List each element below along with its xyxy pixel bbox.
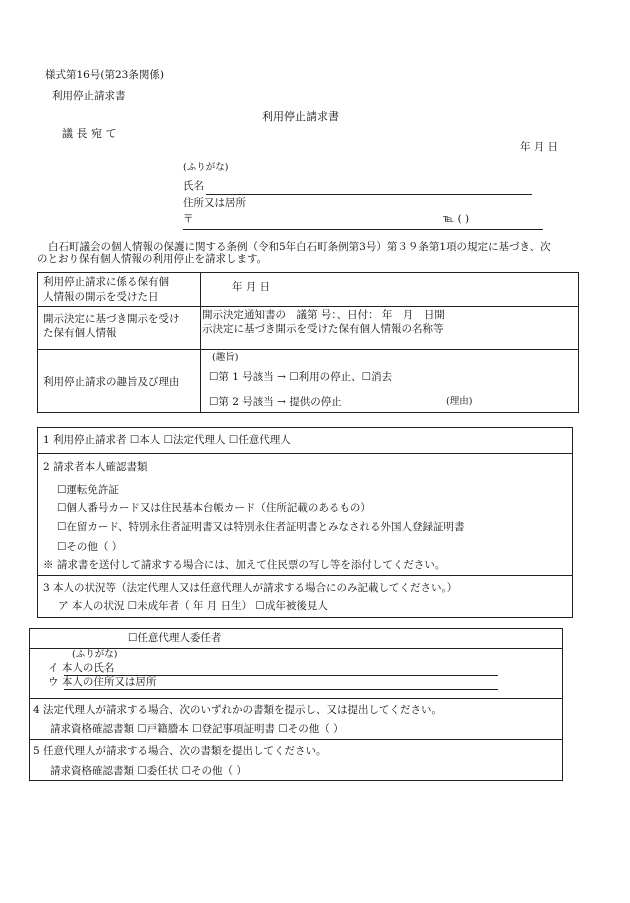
- legal-agent-documents[interactable]: 請求資格確認書類 ☐戸籍謄本 ☐登記事項証明書 ☐その他（ ）: [50, 723, 344, 735]
- requester-type-line[interactable]: 1 利用停止請求者 ☐本人 ☐法定代理人 ☐任意代理人: [43, 434, 291, 446]
- legal-agent-heading: 4 法定代理人が請求する場合、次のいずれかの書類を提示し、又は提出してください。: [33, 704, 443, 716]
- id-doc-other[interactable]: ☐その他（ ）: [57, 541, 123, 553]
- principal-name-label: イ 本人の氏名: [48, 662, 115, 674]
- disclosure-date-field[interactable]: 年 月 日: [232, 281, 271, 293]
- table-row-divider-2: [37, 349, 579, 350]
- intro-line-2: のとおり保有個人情報の利用停止を請求します。: [37, 253, 268, 265]
- delegate-checkbox[interactable]: ☐任意代理人委任者: [128, 632, 222, 644]
- form-title: 利用停止請求書: [262, 110, 339, 123]
- agent-divider-2: [29, 698, 563, 699]
- voluntary-agent-heading: 5 任意代理人が請求する場合、次の書類を提出してください。: [33, 745, 327, 757]
- postal-mark: 〒: [183, 213, 194, 225]
- purpose-option-2[interactable]: ☐第 2 号該当 → 提供の停止: [209, 396, 342, 408]
- form-number: 様式第16号(第23条関係): [45, 69, 164, 81]
- principal-address-field[interactable]: [64, 689, 498, 690]
- applicant-address-label: 住所又は居所: [183, 197, 246, 209]
- row2-label-2: た保有個人情報: [43, 327, 117, 339]
- tel-label: ℡ ( ): [443, 213, 470, 225]
- voluntary-agent-documents[interactable]: 請求資格確認書類 ☐委任状 ☐その他（ ）: [50, 765, 247, 777]
- principal-address-label: ウ 本人の住所又は居所: [48, 676, 157, 688]
- form-name-small: 利用停止請求書: [52, 90, 126, 102]
- id-documents-heading: 2 請求者本人確認書類: [43, 461, 148, 473]
- table-row-divider-1: [37, 306, 579, 307]
- row2-value-2: 示決定に基づき開示を受けた保有個人情報の名称等: [202, 323, 444, 335]
- row1-label-1: 利用停止請求に係る保有個: [43, 276, 169, 288]
- applicant-name-label: 氏名: [183, 180, 204, 192]
- principal-furigana-label: (ふりがな): [72, 649, 118, 660]
- row3-label: 利用停止請求の趣旨及び理由: [43, 376, 180, 388]
- section-divider-2: [37, 575, 573, 576]
- id-doc-mynumber-card[interactable]: ☐個人番号カード又は住民基本台帳カード（住所記載のあるもの）: [57, 502, 371, 514]
- purpose-heading: (趣旨): [212, 352, 239, 363]
- reason-label: (理由): [446, 396, 473, 407]
- row1-label-2: 人情報の開示を受けた日: [43, 291, 159, 303]
- applicant-name-field[interactable]: [206, 194, 532, 195]
- table-divider: [200, 272, 201, 413]
- principal-status-heading: 3 本人の状況等（法定代理人又は任意代理人が請求する場合にのみ記載してください。）: [43, 582, 458, 594]
- intro-line-1: 白石町議会の個人情報の保護に関する条例（令和5年白石町条例第3号）第３９条第1項の規定に基づき、次: [48, 241, 551, 253]
- section-divider-1: [37, 453, 573, 454]
- addressee: 議 長 宛 て: [62, 127, 117, 140]
- purpose-option-1[interactable]: ☐第 1 号該当 → ☐利用の停止、☐消去: [209, 371, 393, 383]
- id-doc-residence-card[interactable]: ☐在留カード、特別永住者証明書又は特別永住者証明書とみなされる外国人登録証明書: [57, 521, 465, 533]
- applicant-address-field[interactable]: [183, 229, 543, 230]
- mail-note: ※ 請求書を送付して請求する場合には、加えて住民票の写し等を添付してください。: [43, 559, 446, 571]
- principal-status-line[interactable]: ア 本人の状況 ☐未成年者（ 年 月 日生） ☐成年被後見人: [58, 600, 328, 612]
- row2-value-1[interactable]: 開示決定通知書の 議第 号：、日付： 年 月 日開: [202, 309, 445, 321]
- row2-label-1: 開示決定に基づき開示を受け: [43, 313, 180, 325]
- date-field[interactable]: 年 月 日: [520, 141, 559, 153]
- id-doc-drivers-license[interactable]: ☐運転免許証: [57, 484, 119, 496]
- agent-divider-3: [29, 739, 563, 740]
- applicant-furigana-label: (ふりがな): [183, 162, 229, 173]
